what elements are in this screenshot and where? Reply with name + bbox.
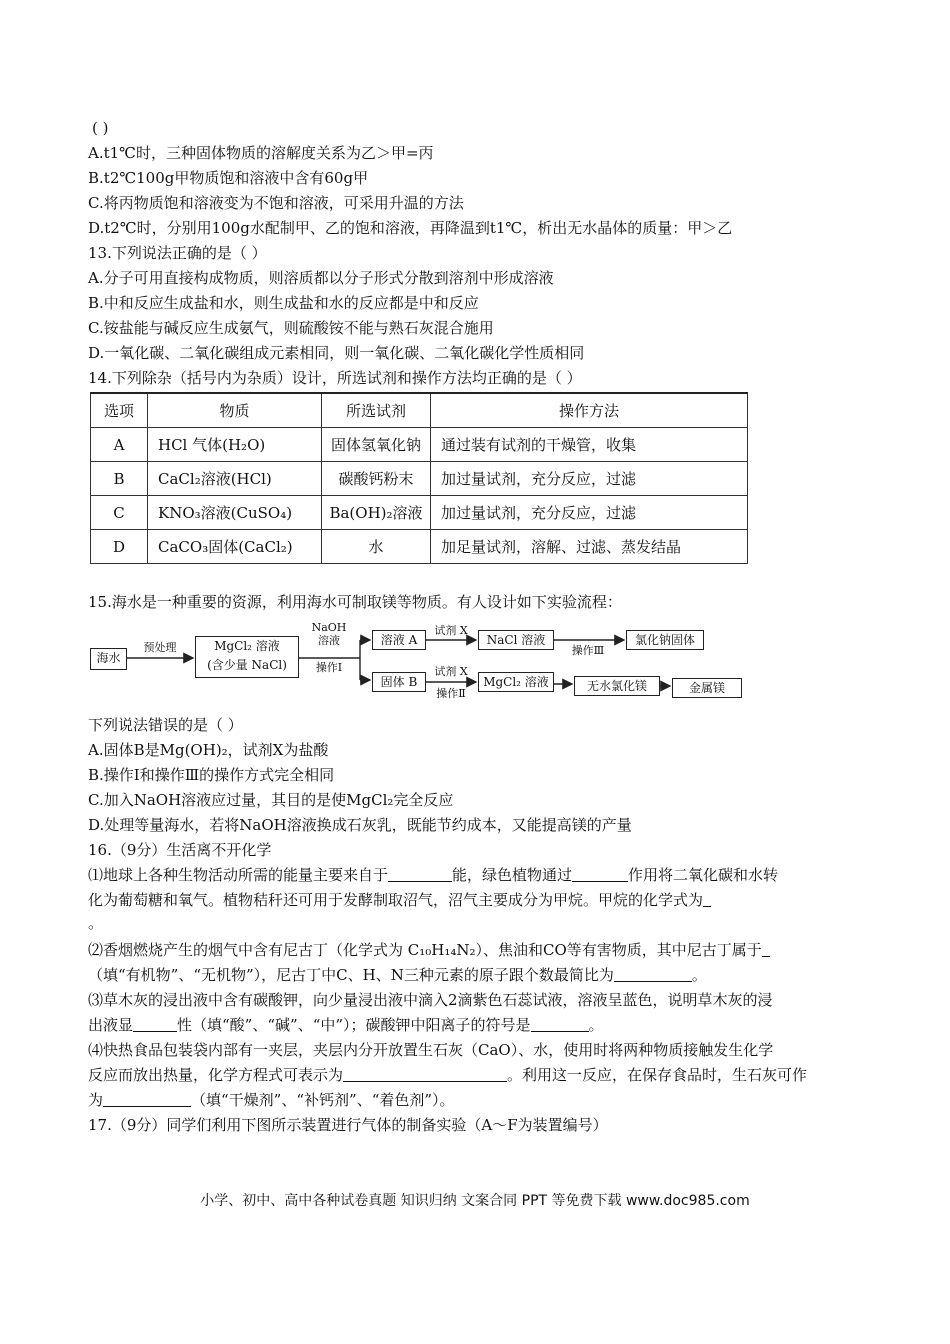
q16-p3-text-d: 。 bbox=[588, 1016, 604, 1034]
table-row bbox=[91, 530, 748, 564]
table-row bbox=[91, 496, 748, 530]
q16-p1-text-a: ⑴地球上各种生物活动所需的能量主要来自于 bbox=[88, 866, 389, 884]
q16-p4-text-b: 反应而放出热量，化学方程式可表示为 bbox=[88, 1066, 344, 1084]
mgcl2-line1: MgCl₂ 溶液 bbox=[214, 639, 280, 653]
row-method: 通过装有试剂的干燥管，收集 bbox=[431, 428, 748, 462]
box-seawater: 海水 bbox=[90, 648, 127, 670]
header-method: 操作方法 bbox=[431, 393, 748, 428]
q16-part4-line1: ⑷快热食品包装袋内部有一夹层，夹层内分开放置生石灰（CaO）、水，使用时将两种物质接触发生化学 bbox=[88, 1041, 774, 1059]
label-naoh-solution: 溶液 bbox=[318, 634, 340, 647]
q13-option-a: A.分子可用直接构成物质，则溶质都以分子形式分散到溶剂中形成溶液 bbox=[88, 269, 554, 287]
row-substance: CaCO₃固体(CaCl₂) bbox=[148, 530, 322, 564]
q16-part1-line2 bbox=[88, 890, 711, 910]
label-reagent-x-1: 试剂 X bbox=[434, 624, 468, 637]
row-method: 加过量试剂，充分反应，过滤 bbox=[431, 496, 748, 530]
box-mgcl2-solution bbox=[195, 636, 299, 678]
header-option: 选项 bbox=[91, 393, 148, 428]
q13-stem: 13.下列说法正确的是（ ） bbox=[88, 244, 267, 262]
q16-part2-line1 bbox=[88, 940, 770, 960]
row-reagent: 固体氢氧化钠 bbox=[322, 428, 431, 462]
q16-stem: 16.（9分）生活离不开化学 bbox=[88, 841, 272, 859]
row-method: 加足量试剂，溶解、过滤、蒸发结晶 bbox=[431, 530, 748, 564]
answer-blank[interactable] bbox=[133, 1017, 177, 1032]
q12-option-d: D.t2℃时，分别用100g水配制甲、乙的饱和溶液，再降温到t1℃，析出无水晶体的质量：甲＞乙 bbox=[88, 219, 733, 237]
row-option: C bbox=[91, 496, 148, 530]
row-method: 加过量试剂，充分反应，过滤 bbox=[431, 462, 748, 496]
row-substance: CaCl₂溶液(HCl) bbox=[148, 462, 322, 496]
q16-part4-line2 bbox=[88, 1065, 807, 1085]
q15-option-b: B.操作Ⅰ和操作Ⅲ的操作方式完全相同 bbox=[88, 766, 335, 784]
q15-question: 下列说法错误的是（ ） bbox=[88, 716, 243, 734]
answer-blank[interactable] bbox=[531, 1017, 589, 1032]
q16-p4-text-e: （填“干燥剂”、“补钙剂”、“着色剂”）。 bbox=[191, 1091, 455, 1109]
box-nacl-solid: 氯化钠固体 bbox=[626, 630, 704, 650]
page-footer: 小学、初中、高中各种试卷真题 知识归纳 文案合同 PPT 等免费下载 www.doc985.com bbox=[200, 1193, 750, 1209]
q12-option-c: C.将丙物质饱和溶液变为不饱和溶液，可采用升温的方法 bbox=[88, 194, 464, 212]
q16-part3-line2 bbox=[88, 1015, 604, 1035]
row-reagent: Ba(OH)₂溶液 bbox=[322, 496, 431, 530]
box-solid-b: 固体 B bbox=[372, 672, 426, 692]
q16-p1-text-c: 作用将二氧化碳和水转 bbox=[628, 866, 779, 884]
q16-p1-text-d: 化为葡萄糖和氧气。植物秸秆还可用于发酵制取沼气，沼气主要成分为甲烷。甲烷的化学式为 bbox=[88, 891, 704, 909]
label-op1: 操作Ⅰ bbox=[315, 661, 343, 674]
q14-stem: 14.下列除杂（括号内为杂质）设计，所选试剂和操作方法均正确的是（ ） bbox=[88, 369, 582, 387]
answer-blank[interactable] bbox=[614, 967, 692, 982]
q16-p3-text-c: 性（填“酸”、“碱”、“中”）；碳酸钾中阳离子的符号是 bbox=[177, 1016, 531, 1034]
table-header-row bbox=[91, 393, 748, 428]
mgcl2-line2: (含少量 NaCl) bbox=[207, 658, 287, 672]
row-option: A bbox=[91, 428, 148, 462]
q15-option-c: C.加入NaOH溶液应过量，其目的是使MgCl₂完全反应 bbox=[88, 791, 454, 809]
answer-blank[interactable] bbox=[572, 867, 628, 882]
header-reagent: 所选试剂 bbox=[322, 393, 431, 428]
table-row bbox=[91, 428, 748, 462]
q16-part3-line1: ⑶草木灰的浸出液中含有碳酸钾，向少量浸出液中滴入2滴紫色石蕊试液，溶液呈蓝色，说明草木灰的浸 bbox=[88, 991, 773, 1009]
q15-option-a: A.固体B是Mg(OH)₂，试剂X为盐酸 bbox=[88, 741, 329, 759]
q16-part2-line2 bbox=[88, 965, 707, 985]
q16-p3-text-b: 出液显 bbox=[88, 1016, 134, 1034]
q16-p4-text-d: 为 bbox=[88, 1091, 104, 1109]
q16-part1-line3: 。 bbox=[88, 914, 104, 932]
label-pretreat: 预处理 bbox=[143, 641, 177, 654]
box-nacl-solution: NaCl 溶液 bbox=[478, 630, 554, 650]
box-anhydrous-mgcl2: 无水氯化镁 bbox=[574, 676, 660, 696]
label-op3: 操作Ⅲ bbox=[571, 644, 605, 657]
q12-option-a: A.t1℃时，三种固体物质的溶解度关系为乙＞甲=丙 bbox=[88, 144, 434, 162]
label-naoh: NaOH bbox=[311, 621, 347, 634]
answer-blank[interactable] bbox=[703, 892, 711, 907]
box-metal-mg: 金属镁 bbox=[672, 678, 742, 698]
q12-option-b: B.t2℃100g甲物质饱和溶液中含有60g甲 bbox=[88, 169, 369, 187]
box-solution-a: 溶液 A bbox=[372, 630, 426, 650]
q13-option-c: C.铵盐能与碱反应生成氨气，则硫酸铵不能与熟石灰混合施用 bbox=[88, 319, 494, 337]
row-option: D bbox=[91, 530, 148, 564]
q15-stem: 15.海水是一种重要的资源，利用海水可制取镁等物质。有人设计如下实验流程： bbox=[88, 593, 622, 611]
label-op2: 操作Ⅱ bbox=[436, 687, 466, 700]
q16-part4-line3 bbox=[88, 1090, 455, 1110]
answer-blank[interactable] bbox=[762, 942, 770, 957]
q13-option-d: D.一氧化碳、二氧化碳组成元素相同，则一氧化碳、二氧化碳化学性质相同 bbox=[88, 344, 585, 362]
q15-option-d: D.处理等量海水，若将NaOH溶液换成石灰乳，既能节约成本，又能提高镁的产量 bbox=[88, 816, 632, 834]
q13-option-b: B.中和反应生成盐和水，则生成盐和水的反应都是中和反应 bbox=[88, 294, 479, 312]
reagent-table bbox=[90, 392, 748, 564]
table-row bbox=[91, 462, 748, 496]
q16-p4-text-c: 。利用这一反应，在保存食品时，生石灰可作 bbox=[507, 1066, 808, 1084]
answer-blank[interactable] bbox=[388, 867, 452, 882]
box-mgcl2-solution-2: MgCl₂ 溶液 bbox=[478, 672, 554, 692]
q16-part1-line1 bbox=[88, 865, 778, 885]
row-substance: HCl 气体(H₂O) bbox=[148, 428, 322, 462]
q16-p2-text-b: （填“有机物”、“无机物”），尼古丁中C、H、N三种元素的原子跟个数最简比为 bbox=[88, 966, 614, 984]
header-substance: 物质 bbox=[148, 393, 322, 428]
q16-p1-text-b: 能，绿色植物通过 bbox=[452, 866, 573, 884]
answer-blank[interactable] bbox=[103, 1092, 191, 1107]
q17-stem: 17.（9分）同学们利用下图所示装置进行气体的制备实验（A～F为装置编号） bbox=[88, 1116, 608, 1134]
row-reagent: 水 bbox=[322, 530, 431, 564]
row-substance: KNO₃溶液(CuSO₄) bbox=[148, 496, 322, 530]
label-reagent-x-2: 试剂 X bbox=[434, 665, 468, 678]
row-option: B bbox=[91, 462, 148, 496]
q16-p2-text-a: ⑵香烟燃烧产生的烟气中含有尼古丁（化学式为 C₁₀H₁₄N₂）、焦油和CO等有害物质，其中尼古丁属于 bbox=[88, 941, 762, 959]
q12-bracket: ( ) bbox=[92, 119, 109, 137]
process-flow-diagram bbox=[90, 620, 750, 706]
answer-blank[interactable] bbox=[343, 1067, 507, 1082]
q16-p2-text-c: 。 bbox=[691, 966, 707, 984]
row-reagent: 碳酸钙粉末 bbox=[322, 462, 431, 496]
